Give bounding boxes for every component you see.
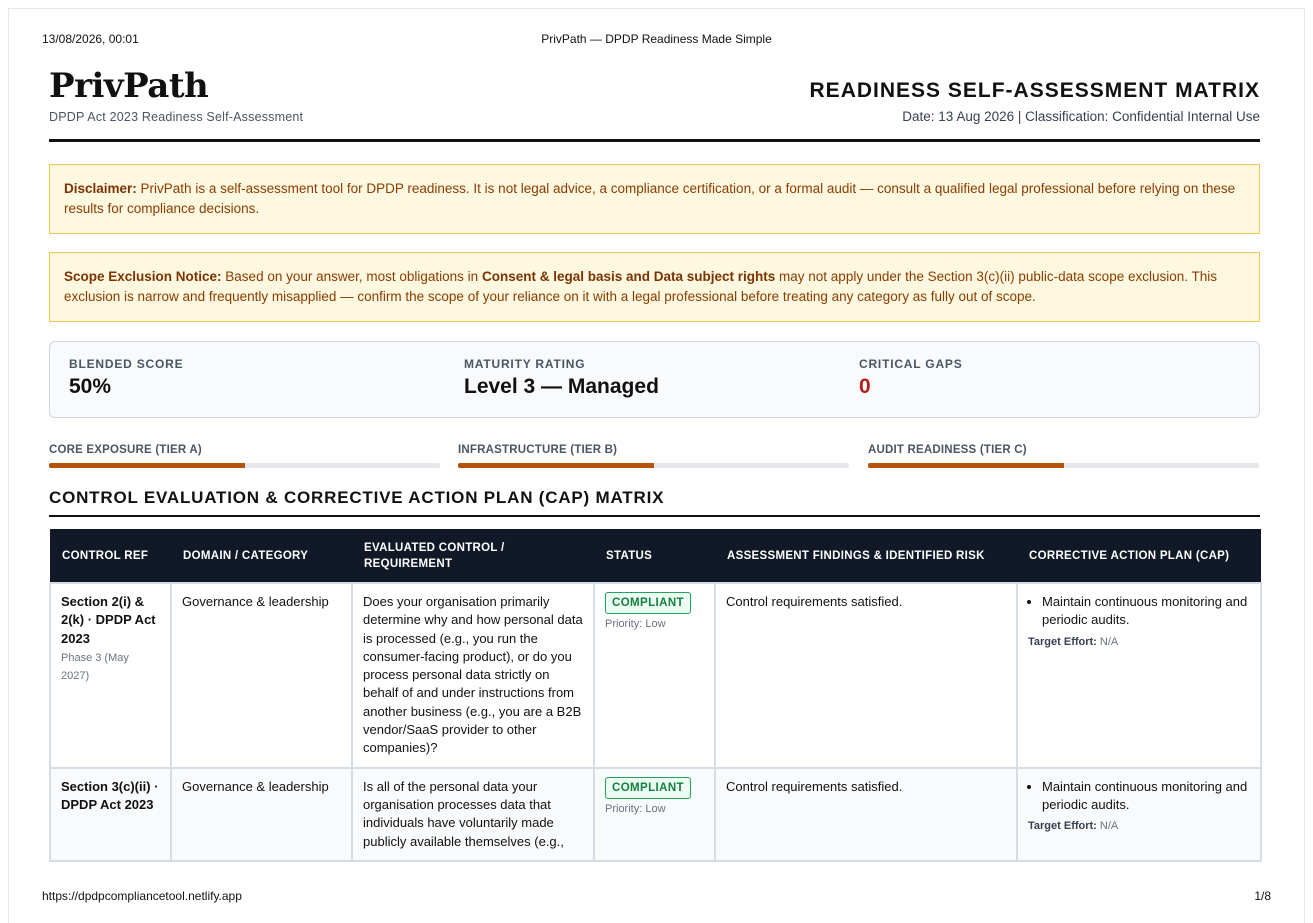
disclaimer-notice <box>49 164 1260 234</box>
document-title: READINESS SELF-ASSESSMENT MATRIX <box>809 79 1260 102</box>
priority <box>605 800 704 818</box>
maturity-rating <box>464 357 659 399</box>
cell-control: Is all of the personal data your organisation processes data that individuals have voluntarily made publicly available themselves (e.g., <box>352 768 594 861</box>
cap-item: • Maintain continuous monitoring and periodic audits. <box>1042 593 1250 630</box>
print-page-title: PrivPath — DPDP Readiness Made Simple <box>541 32 772 46</box>
cell-control: Does your organisation primarily determine why and how personal data is processed (e.g., you run the consumer-facing product), or do you process personal data strictly on behalf of and under instructions from another business (e.g., you are a B2B vendor/SaaS provider to other companies)? <box>352 583 594 768</box>
col-header-status: STATUS <box>594 529 715 583</box>
tier-progress-group <box>49 444 1260 484</box>
priority-value: Low <box>645 618 666 630</box>
control-phase: Phase 3 (May 2027) <box>61 651 129 682</box>
cap-matrix-table <box>49 529 1262 862</box>
tier-b-fill <box>458 463 654 468</box>
tier-c <box>868 444 1259 468</box>
table-row <box>50 583 1261 768</box>
blended-score-value: 50% <box>69 375 112 398</box>
cell-status <box>594 768 715 861</box>
cell-cap <box>1017 583 1261 768</box>
score-summary <box>49 341 1260 418</box>
blended-score-label: BLENDED SCORE <box>69 357 184 371</box>
critical-gaps-label: CRITICAL GAPS <box>859 357 963 371</box>
priority-label: Priority: <box>605 618 643 630</box>
target-effort-label: Target Effort: <box>1028 635 1097 648</box>
maturity-rating-label: MATURITY RATING <box>464 357 586 371</box>
document-meta: Date: 13 Aug 2026 | Classification: Confidential Internal Use <box>902 109 1260 124</box>
scope-notice-text-after: may not apply under the Section 3(c)(ii) public-data scope exclusion. This exclusion is narrow and frequently misapplied — confirm the scope of your reliance on it with a legal professional before treating any category as fully out of scope. <box>64 269 1218 304</box>
status-badge: COMPLIANT <box>605 592 691 614</box>
tier-b-track <box>458 463 849 468</box>
blended-score <box>69 357 183 399</box>
cell-cap <box>1017 768 1261 861</box>
col-header-control: EVALUATED CONTROL / REQUIREMENT <box>352 529 594 583</box>
print-datetime: 13/08/2026, 00:01 <box>42 32 139 46</box>
target-effort <box>1028 633 1250 651</box>
cell-domain: Governance & leadership <box>171 583 352 768</box>
cell-control-ref <box>50 768 171 861</box>
brand-subtitle: DPDP Act 2023 Readiness Self-Assessment <box>49 110 304 124</box>
cap-list <box>1028 593 1250 630</box>
report-header <box>49 64 1260 142</box>
cell-findings: Control requirements satisfied. <box>715 583 1017 768</box>
print-page-number: 1/8 <box>1254 889 1271 903</box>
matrix-title: CONTROL EVALUATION & CORRECTIVE ACTION PLAN (CAP) MATRIX <box>49 488 1260 517</box>
target-effort <box>1028 817 1250 835</box>
target-effort-value: N/A <box>1099 820 1119 833</box>
scope-notice-label: Scope Exclusion Notice: <box>64 269 222 284</box>
maturity-rating-value: Level 3 — Managed <box>464 375 659 398</box>
cell-status <box>594 583 715 768</box>
tier-b <box>458 444 849 468</box>
tier-b-label: INFRASTRUCTURE (TIER B) <box>458 444 618 456</box>
col-header-control-ref: CONTROL REF <box>50 529 171 583</box>
disclaimer-label: Disclaimer: <box>64 181 137 196</box>
col-header-findings: ASSESSMENT FINDINGS & IDENTIFIED RISK <box>715 529 1017 583</box>
cell-findings: Control requirements satisfied. <box>715 768 1017 861</box>
control-ref: Section 3(c)(ii) · DPDP Act 2023 <box>61 778 159 812</box>
status-badge: COMPLIANT <box>605 777 691 799</box>
table-header-row <box>50 529 1261 583</box>
print-url: https://dpdpcompliancetool.netlify.app <box>42 889 242 903</box>
target-effort-label: Target Effort: <box>1028 820 1097 833</box>
control-ref: Section 2(i) & 2(k) · DPDP Act 2023 <box>61 594 156 646</box>
brand-logo: PrivPath <box>49 66 209 106</box>
tier-c-track <box>868 463 1259 468</box>
cap-item: • Maintain continuous monitoring and periodic audits. <box>1042 778 1250 815</box>
critical-gaps <box>859 357 963 399</box>
tier-a-label: CORE EXPOSURE (TIER A) <box>49 444 202 456</box>
col-header-domain: DOMAIN / CATEGORY <box>171 529 352 583</box>
table-row <box>50 768 1261 861</box>
scope-notice-text-before: Based on your answer, most obligations in <box>221 269 482 284</box>
tier-a <box>49 444 440 468</box>
priority-label: Priority: <box>605 802 643 815</box>
report-content <box>49 64 1260 862</box>
disclaimer-text: PrivPath is a self-assessment tool for DPDP readiness. It is not legal advice, a compliance certification, or a formal audit — consult a qualified legal professional before relying on these results for compliance decisions. <box>64 181 1236 216</box>
critical-gaps-value: 0 <box>859 375 871 398</box>
cap-list <box>1028 778 1250 815</box>
scope-exclusion-notice <box>49 252 1260 322</box>
priority-value: Low <box>645 802 666 815</box>
scope-notice-categories: Consent & legal basis and Data subject rights <box>481 269 776 284</box>
tier-a-fill <box>49 463 245 468</box>
tier-a-track <box>49 463 440 468</box>
tier-c-label: AUDIT READINESS (TIER C) <box>868 444 1027 456</box>
print-header <box>42 32 1271 46</box>
cell-domain: Governance & leadership <box>171 768 352 861</box>
cell-control-ref <box>50 583 171 768</box>
priority <box>605 615 704 633</box>
target-effort-value: N/A <box>1099 635 1119 648</box>
tier-c-fill <box>868 463 1064 468</box>
col-header-cap: CORRECTIVE ACTION PLAN (CAP) <box>1017 529 1261 583</box>
